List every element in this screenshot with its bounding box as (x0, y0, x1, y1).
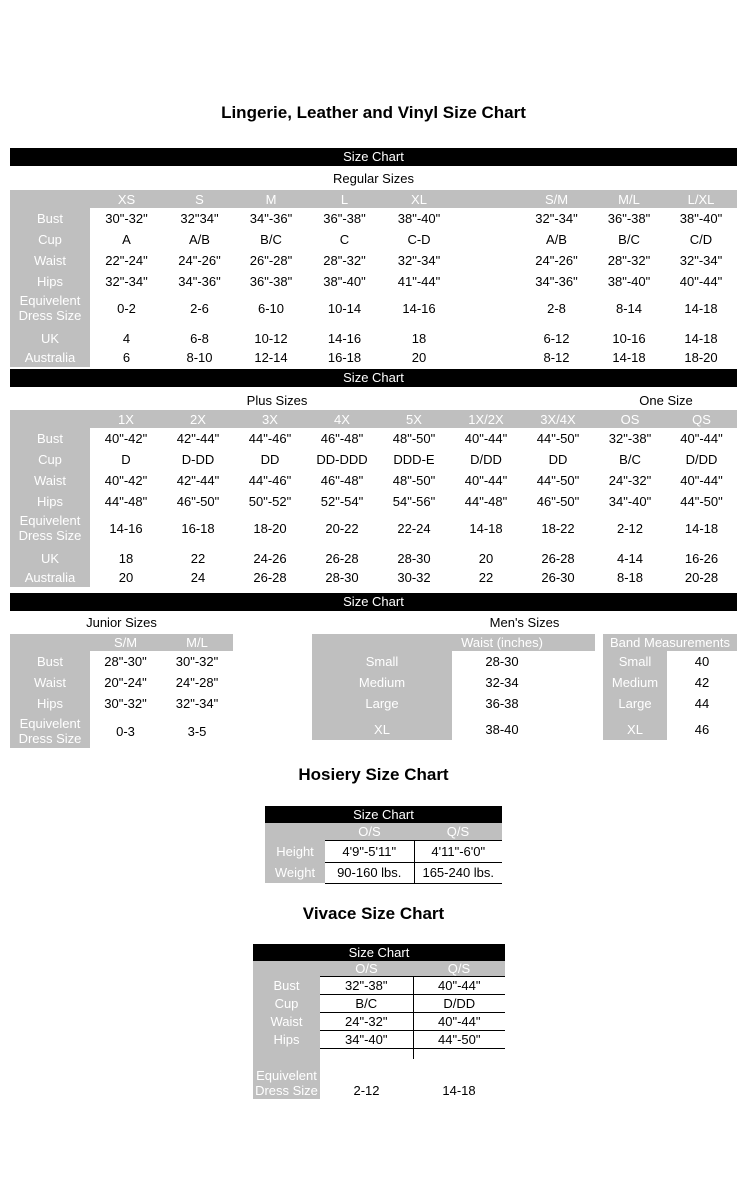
cell: 4'11"-6'0" (414, 840, 502, 862)
table-row (10, 292, 737, 324)
cell: 26"-28" (249, 253, 293, 268)
table-row (265, 862, 502, 883)
column-header: M/L (161, 634, 233, 651)
row-label: XL (603, 719, 667, 740)
cell: 36"-38" (607, 211, 651, 226)
cell (455, 329, 520, 348)
cell: 38"-40" (323, 274, 366, 289)
filler-cell (552, 693, 595, 714)
row-label: Equivelent Dress Size (10, 512, 90, 544)
cell: 28"-32" (607, 253, 651, 268)
cell: 28-30 (485, 654, 519, 669)
cell: 36-38 (485, 696, 519, 711)
cell: 28"-32" (323, 253, 366, 268)
cell: 40"-44" (680, 431, 723, 446)
cell: 32"-34" (679, 253, 723, 268)
cell: 44"-50" (680, 494, 723, 509)
junior-mens-tables-row (10, 634, 737, 748)
cell: DD-DDD (316, 452, 368, 467)
row-label: Australia (10, 348, 90, 367)
corner-cell (10, 634, 90, 651)
cell: B/C (260, 232, 282, 247)
table-row (10, 549, 737, 568)
filler-cell (552, 651, 595, 672)
cell: 48"-50" (392, 473, 436, 488)
table-row (10, 672, 233, 693)
column-header: 2X (162, 410, 234, 428)
cell: 36"-38" (323, 211, 366, 226)
cell: 40"-44" (679, 274, 723, 289)
cell: 26-28 (253, 570, 287, 585)
row-label: Hips (10, 271, 90, 292)
cell: 16-18 (327, 350, 362, 365)
vivace-title: Vivace Size Chart (302, 903, 445, 923)
page-title: Lingerie, Leather and Vinyl Size Chart (221, 103, 526, 122)
cell: C/D (689, 232, 713, 247)
cell: 30"-32" (105, 211, 148, 226)
hosiery-table (265, 823, 502, 884)
cell: 26-28 (325, 551, 359, 566)
cell: 20 (118, 570, 134, 585)
cell: 44"-50" (413, 1031, 505, 1049)
column-header: S (163, 190, 236, 208)
cell: 8-18 (616, 570, 644, 585)
row-label: Equivelent Dress Size (253, 1059, 320, 1099)
table-row (10, 271, 737, 292)
cell: 6 (122, 350, 131, 365)
cell: 50"-52" (248, 494, 292, 509)
cell: 46 (694, 722, 710, 737)
cell: 36"-38" (249, 274, 293, 289)
regular-sizes-label: Regular Sizes (333, 171, 414, 186)
cell: 41"-44" (397, 274, 441, 289)
cell (413, 1049, 505, 1059)
cell: 2-12 (353, 1082, 380, 1098)
column-header: 1X (90, 410, 162, 428)
cell (455, 208, 520, 229)
row-label: Small (603, 651, 667, 672)
table-row (312, 693, 595, 714)
row-label: Cup (10, 449, 90, 470)
cell: 34"-36" (535, 274, 578, 289)
row-label: Cup (10, 229, 90, 250)
table-row (10, 329, 737, 348)
cell: 14-16 (109, 520, 143, 536)
hosiery-title: Hosiery Size Chart (298, 765, 449, 784)
cell: 40"-44" (680, 473, 723, 488)
row-label: Weight (265, 862, 325, 883)
cell: 18-20 (253, 520, 287, 536)
column-header: O/S (320, 961, 413, 977)
cell: 28-30 (325, 570, 359, 585)
cell: B/C (320, 995, 413, 1013)
corner-cell (312, 634, 452, 651)
vivace-section (253, 944, 505, 1099)
column-header: 5X (378, 410, 450, 428)
column-header: M/L (593, 190, 665, 208)
junior-mens-label-row (10, 615, 737, 634)
cell: 6-8 (190, 331, 209, 346)
mens-tables-group (312, 634, 737, 740)
cell: 2-6 (190, 300, 209, 316)
cell: B/C (619, 452, 641, 467)
header-row (10, 410, 737, 428)
header-row (603, 634, 737, 651)
row-label: Hips (253, 1031, 320, 1049)
cell: 40"-44" (413, 1013, 505, 1031)
junior-sizes-table (10, 634, 233, 748)
cell: 22 (190, 551, 206, 566)
cell: 14-18 (442, 1082, 476, 1098)
cell: 42"-44" (176, 431, 220, 446)
cell: 32"-38" (320, 977, 413, 995)
header-row (265, 823, 502, 840)
cell: 24"-26" (535, 253, 578, 268)
cell: 14-16 (402, 300, 436, 316)
cell: 40"-44" (413, 977, 505, 995)
cell: 34"-40" (320, 1031, 413, 1049)
row-label: Large (312, 693, 452, 714)
cell: 24 (190, 570, 206, 585)
cell: 2-12 (616, 520, 644, 536)
table-row (603, 719, 737, 740)
cell: 4'9"-5'11" (325, 840, 414, 862)
cell: 20 (478, 551, 494, 566)
cell: 28-30 (397, 551, 431, 566)
cell: DD (260, 452, 280, 467)
cell: 2-8 (547, 300, 566, 316)
cell: 40"-42" (104, 473, 148, 488)
cell: D/DD (685, 452, 718, 467)
cell: 30-32 (397, 570, 431, 585)
column-header: L (306, 190, 383, 208)
corner-cell (10, 190, 90, 208)
row-label: Large (603, 693, 667, 714)
cell: D (121, 452, 131, 467)
column-header: L/XL (665, 190, 737, 208)
table-row (10, 714, 233, 748)
table-row (10, 250, 737, 271)
table-row (10, 693, 233, 714)
cell: 6-12 (543, 331, 570, 346)
cell: 44"-50" (536, 431, 580, 446)
cell: D/DD (413, 995, 505, 1013)
cell: 26-28 (541, 551, 575, 566)
corner-cell (265, 823, 325, 840)
header-row (312, 634, 595, 651)
cell: 52"-54" (320, 494, 364, 509)
mens-band-table (603, 634, 737, 740)
cell: 14-18 (612, 350, 646, 365)
cell: 16-26 (684, 551, 719, 566)
cell: 54"-56" (392, 494, 436, 509)
row-label: Cup (253, 995, 320, 1013)
cell: 10-16 (612, 331, 646, 346)
cell: D-DD (181, 452, 215, 467)
cell: 14-18 (469, 520, 503, 536)
row-label: Waist (10, 470, 90, 491)
table-row (312, 719, 595, 740)
cell: 22 (478, 570, 494, 585)
cell: 32"-34" (535, 211, 578, 226)
cell: 14-16 (327, 331, 362, 346)
cell: 44"-48" (104, 494, 148, 509)
row-label (253, 1049, 320, 1059)
cell: 4-14 (616, 551, 644, 566)
size-chart-bar: Size Chart (10, 369, 737, 387)
row-label: Hips (10, 693, 90, 714)
table-row (253, 995, 505, 1013)
cell: 18-22 (541, 520, 575, 536)
cell: 46"-48" (320, 473, 364, 488)
row-label: Medium (312, 672, 452, 693)
cell: 32"-34" (105, 274, 148, 289)
cell: 48"-50" (392, 431, 436, 446)
filler-cell (552, 719, 595, 740)
table-row (10, 449, 737, 470)
table-row (265, 840, 502, 862)
cell: 30"-32" (104, 696, 147, 711)
cell: 34"-36" (178, 274, 221, 289)
cell: 38"-40" (679, 211, 723, 226)
mens-waist-table (312, 634, 595, 740)
junior-sizes-label: Junior Sizes (86, 615, 157, 630)
cell: 14-18 (684, 331, 718, 346)
cell: 46"-48" (320, 431, 364, 446)
corner-cell (253, 961, 320, 977)
cell: 18 (411, 331, 427, 346)
table-row (312, 651, 595, 672)
cell (455, 292, 520, 324)
cell: 32"-38" (608, 431, 652, 446)
column-header: Band Measurements (603, 634, 737, 651)
cell: 24"-32" (608, 473, 652, 488)
size-chart-bar: Size Chart (265, 806, 502, 823)
cell: 0-2 (117, 300, 136, 316)
cell: 18 (118, 551, 134, 566)
table-row (10, 491, 737, 512)
column-header: S/M (520, 190, 593, 208)
cell: 24"-32" (320, 1013, 413, 1031)
table-row (10, 428, 737, 449)
table-row (10, 651, 233, 672)
table-row (10, 348, 737, 367)
cell: 6-10 (257, 300, 285, 316)
column-header: 3X/4X (522, 410, 594, 428)
row-label: Medium (603, 672, 667, 693)
filler-cell (552, 634, 595, 651)
cell: C (339, 232, 350, 247)
cell: A/B (189, 232, 210, 247)
filler-cell (552, 672, 595, 693)
cell: A (122, 232, 131, 247)
column-header: XL (383, 190, 455, 208)
column-header: XS (90, 190, 163, 208)
table-row (10, 470, 737, 491)
plus-sizes-table (10, 410, 737, 587)
row-label: UK (10, 329, 90, 348)
cell: 38"-40" (607, 274, 651, 289)
cell (455, 250, 520, 271)
row-label: XL (312, 719, 452, 740)
cell: 4 (122, 331, 131, 346)
cell: 10-12 (254, 331, 288, 346)
cell: 18-20 (684, 350, 718, 365)
label-row-gap (233, 615, 312, 634)
cell (455, 348, 520, 367)
cell: 38-40 (485, 722, 519, 737)
cell: 44 (694, 696, 710, 711)
cell: 32"-34" (175, 696, 219, 711)
cell: 14-18 (684, 520, 719, 536)
row-label: Bust (10, 208, 90, 229)
size-chart-bar: Size Chart (10, 593, 737, 611)
row-label: Bust (10, 651, 90, 672)
cell: 20 (411, 350, 427, 365)
cell: D/DD (470, 452, 502, 467)
cell: 10-14 (327, 300, 362, 316)
cell: 24"-26" (178, 253, 221, 268)
table-row (253, 1013, 505, 1031)
row-label: Australia (10, 568, 90, 587)
column-header: 1X/2X (450, 410, 522, 428)
cell: 22"-24" (105, 253, 148, 268)
table-row (603, 672, 737, 693)
row-label: Height (265, 840, 325, 862)
column-header (455, 190, 520, 208)
cell: 44"-50" (536, 473, 580, 488)
row-label: Small (312, 651, 452, 672)
cell (455, 229, 520, 250)
table-row (253, 1059, 505, 1099)
cell: 24-26 (253, 551, 287, 566)
cell: 0-3 (116, 723, 135, 739)
row-label: Equivelent Dress Size (10, 292, 90, 324)
row-label: Equivelent Dress Size (10, 714, 90, 748)
column-header: QS (666, 410, 737, 428)
cell: 20-28 (684, 570, 719, 585)
plus-sizes-label: Plus Sizes (246, 393, 308, 408)
cell: 24"-28" (175, 675, 219, 690)
size-chart-bar: Size Chart (10, 148, 737, 166)
row-label: Waist (253, 1013, 320, 1031)
cell: 34"-36" (249, 211, 293, 226)
cell: 20"-24" (104, 675, 147, 690)
cell: 90-160 lbs. (325, 862, 414, 883)
column-header: O/S (325, 823, 414, 840)
cell: 16-18 (181, 520, 215, 536)
column-header: 4X (306, 410, 378, 428)
row-label: Waist (10, 250, 90, 271)
header-row (10, 634, 233, 651)
cell: 26-30 (541, 570, 575, 585)
table-row (10, 208, 737, 229)
regular-sizes-table (10, 190, 737, 367)
header-row (10, 190, 737, 208)
cell: 40"-44" (464, 431, 508, 446)
cell: 32"34" (180, 211, 219, 226)
cell: 42"-44" (176, 473, 220, 488)
cell (320, 1049, 413, 1059)
table-row (10, 512, 737, 544)
size-chart-bar: Size Chart (253, 944, 505, 961)
table-row (312, 672, 595, 693)
cell: DD (548, 452, 568, 467)
cell: 30"-32" (175, 654, 219, 669)
table-row (603, 693, 737, 714)
cell: 8-14 (615, 300, 643, 316)
plus-one-size-label-row (10, 390, 737, 410)
one-size-label: One Size (639, 393, 693, 408)
cell: C-D (407, 232, 431, 247)
cell: 34"-40" (608, 494, 652, 509)
cell: 8-12 (543, 350, 570, 365)
row-label: Waist (10, 672, 90, 693)
cell: 42 (694, 675, 710, 690)
corner-cell (10, 410, 90, 428)
column-header: S/M (90, 634, 161, 651)
cell: 12-14 (254, 350, 288, 365)
column-header: M (236, 190, 306, 208)
table-row (10, 229, 737, 250)
hosiery-section (265, 806, 502, 884)
cell: 20-22 (325, 520, 359, 536)
cell: 44"-46" (248, 431, 292, 446)
cell: A/B (546, 232, 567, 247)
spacer-row (253, 1049, 505, 1059)
cell: 28"-30" (104, 654, 147, 669)
cell: 46"-50" (536, 494, 580, 509)
cell: 38"-40" (397, 211, 441, 226)
cell: 8-10 (186, 350, 213, 365)
cell: 32-34 (485, 675, 519, 690)
column-header: 3X (234, 410, 306, 428)
cell: DDD-E (393, 452, 435, 467)
vivace-table (253, 961, 505, 1099)
mens-sizes-label: Men's Sizes (489, 615, 560, 630)
cell: 32"-34" (397, 253, 441, 268)
cell (455, 271, 520, 292)
column-header: Q/S (414, 823, 502, 840)
cell: 3-5 (187, 723, 207, 739)
cell: 44"-46" (248, 473, 292, 488)
cell: 22-24 (397, 520, 431, 536)
row-label: UK (10, 549, 90, 568)
cell: 46"-50" (176, 494, 220, 509)
column-header: Waist (inches) (452, 634, 552, 651)
table-row (10, 568, 737, 587)
cell: 14-18 (684, 300, 718, 316)
row-label: Bust (10, 428, 90, 449)
row-label: Hips (10, 491, 90, 512)
column-header: Q/S (413, 961, 505, 977)
row-label: Bust (253, 977, 320, 995)
cell: 40"-44" (464, 473, 508, 488)
cell: 44"-48" (464, 494, 508, 509)
cell: 40"-42" (104, 431, 148, 446)
table-row (253, 977, 505, 995)
cell: B/C (618, 232, 640, 247)
cell: 40 (694, 654, 710, 669)
header-row (253, 961, 505, 977)
table-row (253, 1031, 505, 1049)
cell: 165-240 lbs. (414, 862, 502, 883)
column-header: OS (594, 410, 666, 428)
table-row (603, 651, 737, 672)
